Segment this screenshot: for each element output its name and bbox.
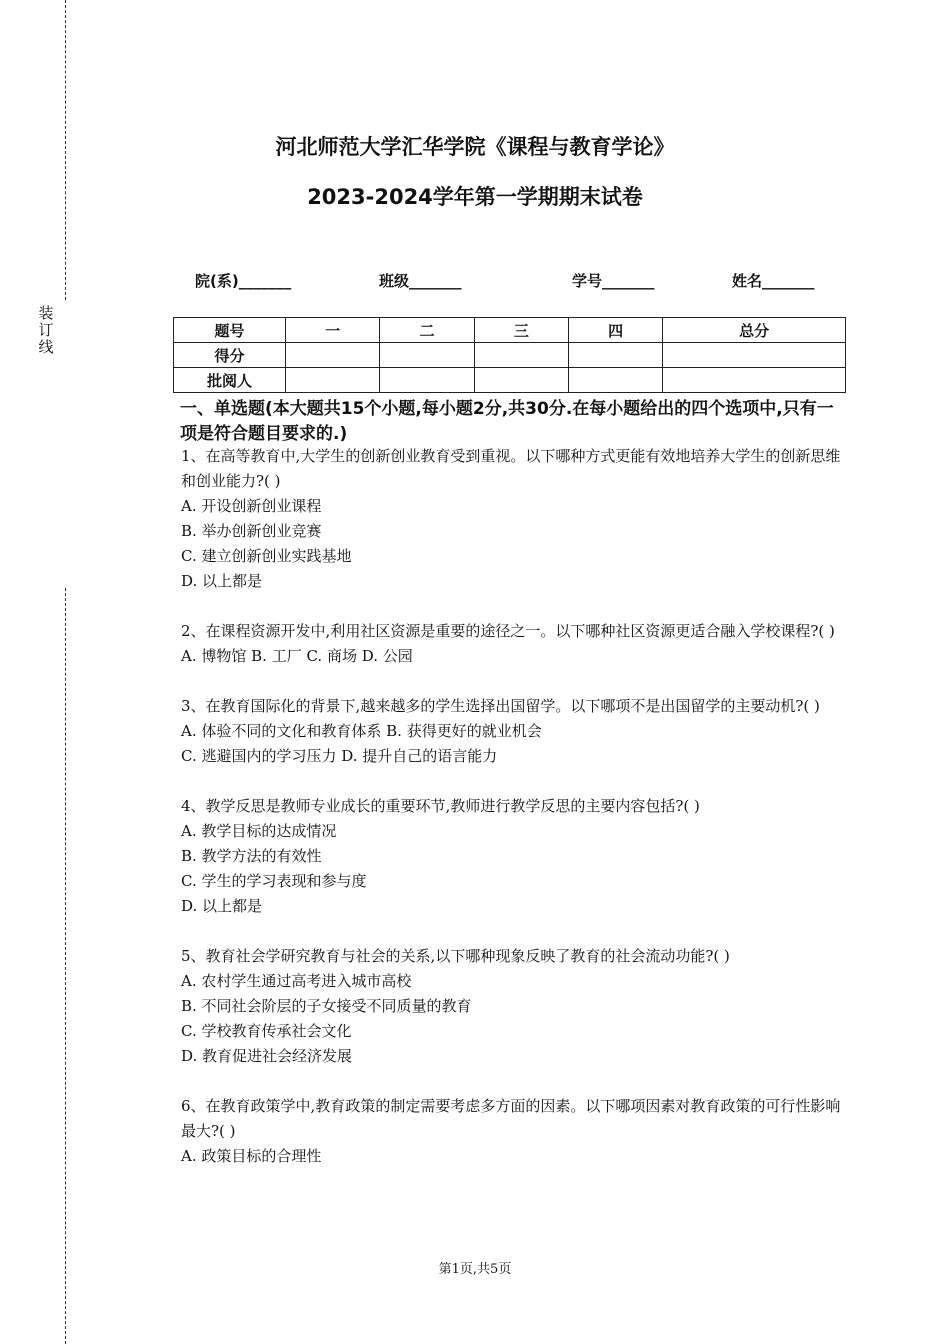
grader-cell xyxy=(568,368,662,393)
question-stem: 5、教育社会学研究教育与社会的关系,以下哪种现象反映了教育的社会流动功能?( ) xyxy=(181,947,730,965)
score-table xyxy=(173,317,846,393)
score-table-row xyxy=(174,368,846,393)
name-field: 姓名_______ xyxy=(732,272,815,290)
question-option: A. 开设创新创业课程 xyxy=(181,497,322,515)
score-table-header-cell: 三 xyxy=(474,318,568,343)
student-info-row xyxy=(195,270,835,292)
grader-cell xyxy=(474,368,568,393)
exam-title-line2: 2023-2024学年第一学期期末试卷 xyxy=(307,185,643,209)
grader-cell xyxy=(380,368,474,393)
grader-cell xyxy=(286,368,380,393)
question-stem: 3、在教育国际化的背景下,越来越多的学生选择出国留学。以下哪项不是出国留学的主要动机?( ) xyxy=(181,697,820,715)
question-option: C. 建立创新创业实践基地 xyxy=(181,547,352,565)
question-option: D. 以上都是 xyxy=(181,897,263,915)
page-footer: 第1页,共5页 xyxy=(438,1262,512,1277)
score-table-row xyxy=(174,343,846,368)
question-list xyxy=(181,444,846,1194)
question-option: B. 不同社会阶层的子女接受不同质量的教育 xyxy=(181,997,472,1015)
question-option: D. 教育促进社会经济发展 xyxy=(181,1047,353,1065)
department-field: 院(系)_______ xyxy=(195,272,292,290)
question-option: C. 学校教育传承社会文化 xyxy=(181,1022,352,1040)
score-cell xyxy=(568,343,662,368)
question-option: A. 体验不同的文化和教育体系 B. 获得更好的就业机会 xyxy=(181,722,542,740)
grader-cell xyxy=(663,368,846,393)
class-field: 班级_______ xyxy=(379,272,462,290)
score-table-header-cell: 一 xyxy=(286,318,380,343)
question-option: B. 举办创新创业竞赛 xyxy=(181,522,322,540)
score-table-header-cell: 四 xyxy=(568,318,662,343)
section-heading: 一、单选题(本大题共15个小题,每小题2分,共30分.在每小题给出的四个选项中,只有一项是符合题目要求的.) xyxy=(180,399,834,444)
question-item xyxy=(181,1094,846,1169)
score-table-header-row xyxy=(174,318,846,343)
binding-dashed-line-bottom xyxy=(65,588,66,1344)
binding-line-label: 装订线 xyxy=(38,304,54,356)
score-table-row-label: 得分 xyxy=(174,343,286,368)
question-stem: 6、在教育政策学中,教育政策的制定需要考虑多方面的因素。以下哪项因素对教育政策的可行性影响最大?( ) xyxy=(181,1097,841,1140)
score-cell xyxy=(663,343,846,368)
score-cell xyxy=(474,343,568,368)
student-id-field: 学号_______ xyxy=(572,272,655,290)
exam-title-line1: 河北师范大学汇华学院《课程与教育学论》 xyxy=(275,135,675,159)
question-item xyxy=(181,619,846,669)
question-option: A. 政策目标的合理性 xyxy=(181,1147,322,1165)
question-option: C. 学生的学习表现和参与度 xyxy=(181,872,367,890)
question-stem: 2、在课程资源开发中,利用社区资源是重要的途径之一。以下哪种社区资源更适合融入学校课程?( ) xyxy=(181,622,835,640)
question-item xyxy=(181,694,846,769)
score-table-row-label: 批阅人 xyxy=(174,368,286,393)
score-table-header-cell: 题号 xyxy=(174,318,286,343)
question-stem: 1、在高等教育中,大学生的创新创业教育受到重视。以下哪种方式更能有效地培养大学生的创新思维和创业能力?( ) xyxy=(181,447,841,490)
score-cell xyxy=(286,343,380,368)
question-option: B. 教学方法的有效性 xyxy=(181,847,322,865)
question-stem: 4、教学反思是教师专业成长的重要环节,教师进行教学反思的主要内容包括?( ) xyxy=(181,797,700,815)
question-option: A. 博物馆 B. 工厂 C. 商场 D. 公园 xyxy=(181,647,413,665)
question-option: A. 教学目标的达成情况 xyxy=(181,822,337,840)
question-item xyxy=(181,794,846,919)
score-table-header-cell: 二 xyxy=(380,318,474,343)
question-option: A. 农村学生通过高考进入城市高校 xyxy=(181,972,412,990)
question-option: C. 逃避国内的学习压力 D. 提升自己的语言能力 xyxy=(181,747,498,765)
score-table-header-cell: 总分 xyxy=(663,318,846,343)
question-item xyxy=(181,944,846,1069)
score-cell xyxy=(380,343,474,368)
question-option: D. 以上都是 xyxy=(181,572,263,590)
question-item xyxy=(181,444,846,594)
